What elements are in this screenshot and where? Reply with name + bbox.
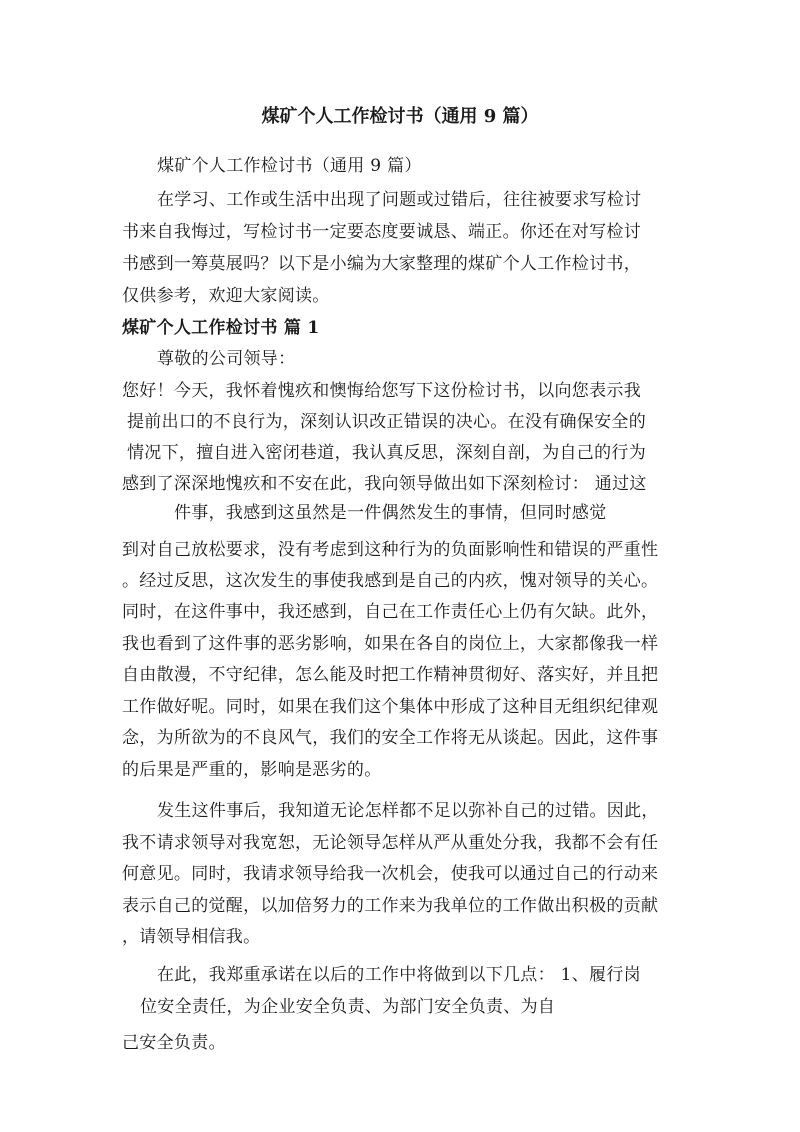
paragraph-line: 自由散漫，不守纪律，怎么能及时把工作精神贯彻好、落实好，并且把 <box>122 665 659 685</box>
paragraph-line: 同时，在这件事中，我还感到，自己在工作责任心上仍有欠缺。此外， <box>122 602 659 622</box>
paragraph-line: 情况下，擅自进入密闭巷道，我认真反思，深刻自剖，为自己的行为 <box>127 443 646 463</box>
section-heading: 煤矿个人工作检讨书 篇 1 <box>122 318 320 338</box>
document-title: 煤矿个人工作检讨书（通用 9 篇） <box>261 106 539 127</box>
paragraph-line: 件事，我感到这虽然是一件偶然发生的事情，但同时感觉 <box>174 503 607 523</box>
paragraph-line: 发生这件事后，我知道无论怎样都不足以弥补自己的过错。因此， <box>157 801 659 821</box>
paragraph-line: 您好！今天，我怀着愧疚和懊悔给您写下这份检讨书，以向您表示我 <box>122 381 641 401</box>
paragraph-line: ，请领导相信我。 <box>122 927 261 947</box>
paragraph-line: 己安全负责。 <box>122 1033 226 1053</box>
paragraph-line: 我不请求领导对我宽恕，无论领导怎样从严从重处分我，我都不会有任 <box>122 833 659 853</box>
paragraph-line: 工作做好呢。同时，如果在我们这个集体中形成了这种目无组织纪律观 <box>122 697 659 717</box>
paragraph-line: 我也看到了这件事的恶劣影响，如果在各自的岗位上，大家都像我一样 <box>122 634 659 654</box>
salutation-line: 尊敬的公司领导： <box>157 349 296 369</box>
paragraph-line: 书来自我悔过，写检讨书一定要态度要诚恳、端正。你还在对写检讨 <box>122 222 641 242</box>
paragraph-line: 。经过反思，这次发生的事使我感到是自己的内疚，愧对领导的关心。 <box>122 571 659 591</box>
paragraph-line: 表示自己的觉醒，以加倍努力的工作来为我单位的工作做出积极的贡献 <box>122 896 659 916</box>
paragraph-line: 提前出口的不良行为，深刻认识改正错误的决心。在没有确保安全的 <box>127 412 646 432</box>
paragraph-line: 仅供参考，欢迎大家阅读。 <box>122 286 330 306</box>
paragraph-line: 何意见。同时，我请求领导给我一次机会，使我可以通过自己的行动来 <box>122 864 659 884</box>
paragraph-line: 在此，我郑重承诺在以后的工作中将做到以下几点： 1、履行岗 <box>157 965 641 985</box>
paragraph-line: 位安全责任，为企业安全负责、为部门安全负责、为自 <box>140 997 556 1017</box>
paragraph-line: 书感到一筹莫展吗？以下是小编为大家整理的煤矿个人工作检讨书， <box>122 254 641 274</box>
paragraph-line: 感到了深深地愧疚和不安在此，我向领导做出如下深刻检讨： 通过这 <box>122 474 647 494</box>
subtitle-line: 煤矿个人工作检讨书（通用 9 篇） <box>157 156 422 176</box>
paragraph-line: 在学习、工作或生活中出现了问题或过错后，往往被要求写检讨 <box>157 190 642 210</box>
paragraph-line: 的后果是严重的，影响是恶劣的。 <box>122 760 382 780</box>
paragraph-line: 念，为所欲为的不良风气，我们的安全工作将无从谈起。因此，这件事 <box>122 728 659 748</box>
paragraph-line: 到对自己放松要求，没有考虑到这种行为的负面影响性和错误的严重性 <box>122 540 659 560</box>
